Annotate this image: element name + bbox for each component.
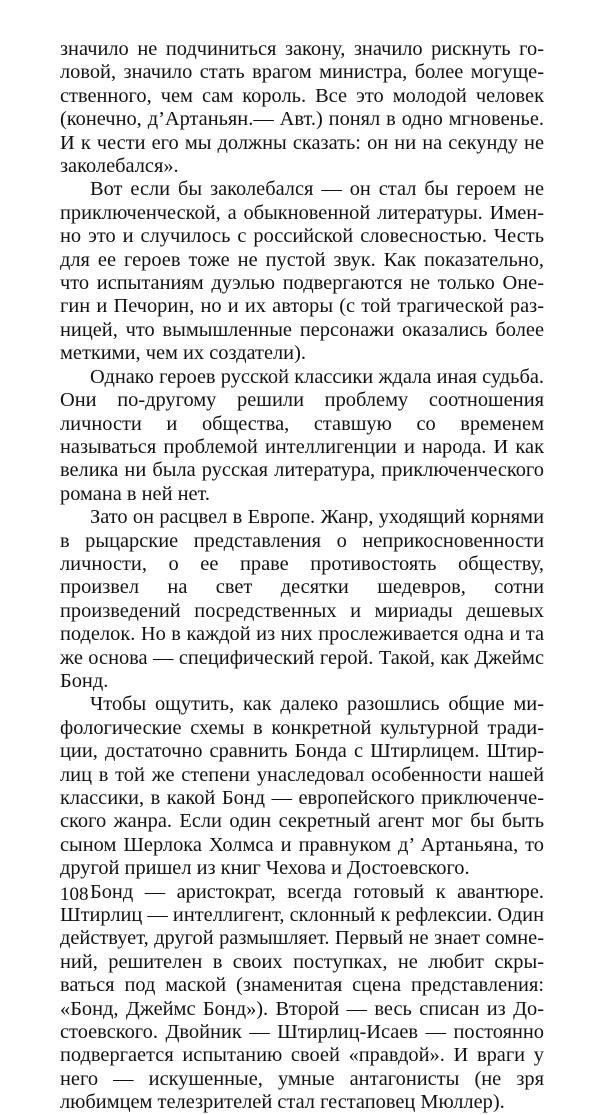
paragraph-5: Чтобы ощутить, как далеко разошлись общие мифологические схемы в конкретной культурной традиции, достаточно сравнить Бонда с Штирлицем. Штирлиц в той же степени унаследовал особенности нашей классики, в какой Бонд — европейского приключенческого жанра. Если один секретный агент мог бы быть сыном Шерлока Холмса и правнуком д’ Артаньяна, то другой пришел из книг Чехова и Достоевского.	[60, 693, 544, 880]
paragraph-4: Зато он расцвел в Европе. Жанр, уходящий корнями в рыцарские представления о неприкосновенности личности, о ее праве противостоять обществу, произвел на свет десятки шедевров, сотни произведений посредственных и мириады дешевых поделок. Но в каждой из них прослеживается одна и та же основа — специфический герой. Такой, как Джеймс Бонд.	[60, 506, 544, 692]
page-number: 108	[60, 884, 89, 905]
paragraph-2: Вот если бы заколебался — он стал бы героем не приключенческой, а обыкновенной литературы. Именно это и случилось с российской словесностью. Честь для ее героев тоже не пустой звук. Как показательно, что испытаниям дуэлью подвергаются не только Онегин и Печорин, но и их авторы (с той трагической разницей, что вымышленные персонажи оказались более меткими, чем их создатели).	[60, 178, 544, 365]
paragraph-6: Бонд — аристократ, всегда готовый к авантюре. Штирлиц — интеллигент, склонный к рефлексии. Один действует, другой размышляет. Первый не знает сомнений, решителен в своих поступках, не любит скрываться под маской (знаменитая сцена представления: «Бонд, Джеймс Бонд»). Второй — весь списан из Достоевского. Двойник — Штирлиц-Исаев — постоянно подвергается испытанию своей «правдой». И враги у него — искушенные, умные антагонисты (не зря любимцем телезрителей стал гестаповец Мюллер).	[60, 880, 544, 1114]
paragraph-1: значило не подчиниться закону, значило рискнуть головой, значило стать врагом министра, более могущественного, чем сам король. Все это молодой человек (конечно, д’Артаньян.— Авт.) понял в одно мгновенье. И к чести его мы должны сказать: он ни на секунду не заколебался».	[60, 38, 544, 178]
paragraph-3: Однако героев русской классики ждала иная судьба. Они по-другому решили проблему соотношения личности и общества, ставшую со временем называться проблемой интеллигенции и народа. И как велика ни была русская литература, приключенческого романа в ней нет.	[60, 365, 544, 505]
body-text	[60, 38, 544, 1115]
